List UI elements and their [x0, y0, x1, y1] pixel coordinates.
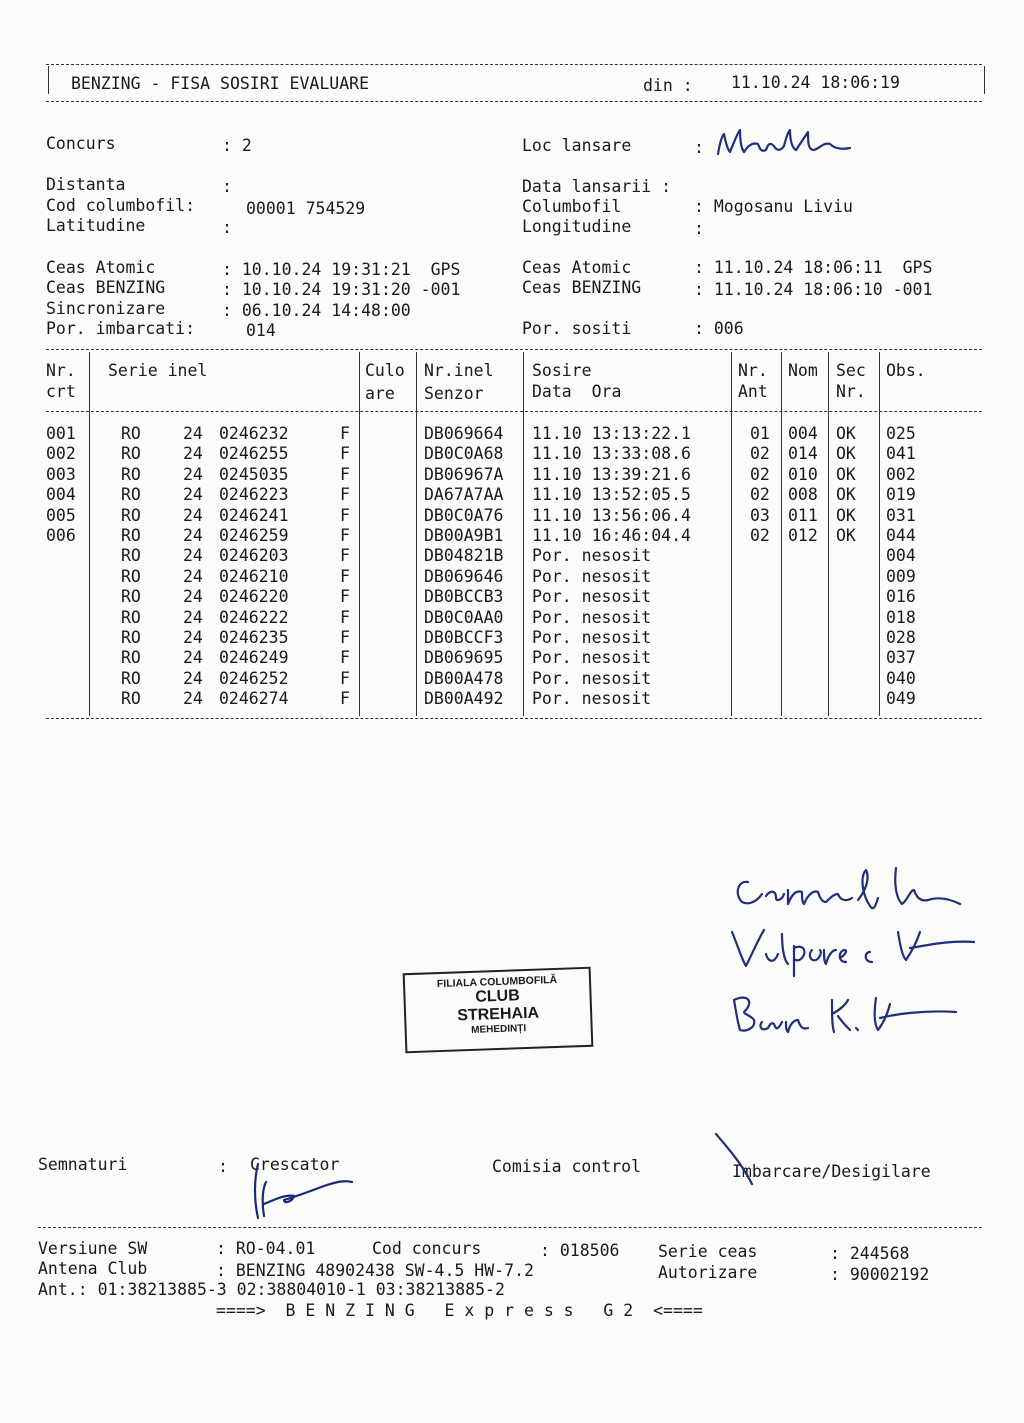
col-header-nr-crt-2: crt [46, 382, 76, 401]
row-country: RO [121, 424, 141, 443]
row-year: 24 [183, 424, 203, 443]
col-header-sosire: Sosire [532, 361, 592, 380]
versiune-sw-label: Versiune SW [38, 1239, 148, 1258]
row-nr-crt: 001 [46, 424, 76, 443]
row-nr-crt: 003 [46, 464, 76, 484]
row-nom: 004 [788, 424, 818, 443]
row-sex: F [340, 668, 350, 688]
row-sensor-ring: DA67A7AA [424, 485, 504, 505]
header-timestamp: 11.10.24 18:06:19 [731, 73, 900, 92]
stamp-line-3: STREHAIA [456, 1004, 540, 1025]
table-row [0, 587, 1024, 607]
row-ring-serial: 0246223 [219, 485, 289, 505]
table-row [0, 648, 1024, 668]
crescator-signature [244, 1160, 364, 1222]
row-ring-serial: 0246235 [219, 628, 289, 647]
cod-columbofil-label: Cod columbofil: [46, 196, 196, 215]
row-nom: 008 [788, 485, 818, 505]
row-antenna: 02 [750, 464, 770, 484]
ceas-atomic-end-value: : 11.10.24 18:06:11 GPS [694, 258, 933, 277]
stamp-line-1: FILIALA COLUMBOFILĂ [436, 973, 558, 991]
latitudine-colon: : [222, 218, 232, 237]
row-ring-serial: 0246203 [219, 546, 289, 566]
table-top-rule [46, 349, 982, 350]
row-sex: F [340, 607, 350, 627]
row-obs: 018 [886, 607, 916, 627]
ceas-atomic-start-label: Ceas Atomic [46, 258, 156, 277]
col-header-sec-nr: Nr. [836, 382, 866, 401]
row-ring-serial: 0246210 [219, 566, 289, 586]
row-arrival-time: 11.10 13:13:22.1 [532, 424, 691, 443]
committee-signature-3 [728, 986, 968, 1042]
row-obs: 037 [886, 648, 916, 668]
col-header-nr-ant: Nr. [738, 361, 768, 380]
semnaturi-label: Semnaturi [38, 1155, 128, 1174]
header-left-border [48, 66, 49, 94]
cod-concurs-value: : 018506 [540, 1241, 620, 1260]
table-row [0, 628, 1024, 648]
cod-concurs-label: Cod concurs [372, 1239, 482, 1258]
footer-rule [38, 1227, 982, 1228]
row-ring-serial: 0246222 [219, 607, 289, 627]
latitudine-label: Latitudine [46, 216, 146, 235]
por-sositi-label: Por. sositi [522, 319, 632, 338]
ceas-atomic-start-value: : 10.10.24 19:31:21 GPS [222, 260, 461, 279]
row-antenna: 02 [750, 485, 770, 505]
ceas-benzing-start-value: : 10.10.24 19:31:20 -001 [222, 280, 461, 299]
row-country: RO [121, 464, 141, 484]
row-country: RO [121, 505, 141, 525]
row-obs: 016 [886, 587, 916, 607]
row-sensor-ring: DB00A492 [424, 689, 504, 709]
row-obs: 028 [886, 628, 916, 647]
row-country: RO [121, 485, 141, 505]
row-country: RO [121, 587, 141, 607]
row-sensor-ring: DB00A9B1 [424, 526, 504, 545]
row-arrival-time: 11.10 16:46:04.4 [532, 526, 691, 545]
columbofil-value: : Mogosanu Liviu [694, 197, 853, 216]
row-arrival-time: 11.10 13:56:06.4 [532, 505, 691, 525]
col-header-nr-crt: Nr. [46, 361, 76, 380]
col-header-culoare: Culo [365, 361, 405, 380]
row-ring-serial: 0246255 [219, 444, 289, 464]
distanta-label: Distanta [46, 175, 126, 194]
header-top-border [46, 64, 982, 65]
row-antenna: 01 [750, 424, 770, 443]
antena-club-value: : BENZING 48902438 SW-4.5 HW-7.2 [216, 1261, 534, 1280]
row-sex: F [340, 526, 350, 545]
row-obs: 044 [886, 526, 916, 545]
row-year: 24 [183, 505, 203, 525]
row-antenna: 02 [750, 444, 770, 464]
col-header-culoare-2: are [365, 384, 395, 403]
row-sensor-ring: DB069695 [424, 648, 504, 668]
row-arrival-time: Por. nesosit [532, 587, 652, 607]
row-obs: 019 [886, 485, 916, 505]
row-sex: F [340, 566, 350, 586]
row-sensor-ring: DB069646 [424, 566, 504, 586]
autorizare-value: : 90002192 [830, 1265, 930, 1284]
row-ring-serial: 0246249 [219, 648, 289, 668]
row-year: 24 [183, 587, 203, 607]
ceas-benzing-start-label: Ceas BENZING [46, 278, 166, 297]
row-sensor-ring: DB0C0AA0 [424, 607, 504, 627]
loc-lansare-colon: : [694, 138, 704, 157]
row-sex: F [340, 648, 350, 668]
club-stamp [403, 967, 594, 1054]
col-header-obs: Obs. [886, 361, 926, 380]
row-year: 24 [183, 689, 203, 709]
row-country: RO [121, 546, 141, 566]
table-row [0, 669, 1024, 689]
table-bottom-rule [46, 718, 982, 719]
row-obs: 040 [886, 668, 916, 688]
table-row [0, 689, 1024, 709]
loc-lansare-label: Loc lansare [522, 136, 632, 155]
ceas-atomic-end-label: Ceas Atomic [522, 258, 632, 277]
header-din-label: din : [643, 76, 693, 95]
row-sensor-ring: DB04821B [424, 546, 504, 566]
row-ring-serial: 0246232 [219, 424, 289, 443]
stamp-line-4: MEHEDINȚI [471, 1023, 527, 1036]
col-header-nom: Nom [788, 361, 818, 380]
sincronizare-value: : 06.10.24 14:48:00 [222, 301, 411, 320]
row-year: 24 [183, 648, 203, 668]
row-obs: 002 [886, 464, 916, 484]
committee-signature-1 [730, 860, 970, 920]
row-ring-serial: 0246259 [219, 526, 289, 545]
col-header-nr-inel: Nr.inel [424, 361, 494, 380]
header-bottom-border [46, 101, 982, 102]
ceas-benzing-end-value: : 11.10.24 18:06:10 -001 [694, 280, 933, 299]
row-obs: 009 [886, 566, 916, 586]
col-header-sec: Sec [836, 361, 866, 380]
row-arrival-time: Por. nesosit [532, 566, 652, 586]
row-ring-serial: 0246274 [219, 689, 289, 709]
row-antenna: 02 [750, 526, 770, 545]
cod-columbofil-value: 00001 754529 [246, 199, 366, 218]
row-nr-crt: 005 [46, 505, 76, 525]
row-country: RO [121, 526, 141, 545]
crescator-label: Crescator [250, 1155, 340, 1174]
row-year: 24 [183, 607, 203, 627]
row-sex: F [340, 424, 350, 443]
row-sec: OK [836, 485, 856, 505]
row-year: 24 [183, 464, 203, 484]
row-nom: 014 [788, 444, 818, 464]
table-row [0, 465, 1024, 485]
serie-ceas-label: Serie ceas [658, 1242, 758, 1261]
row-sex: F [340, 587, 350, 607]
ceas-benzing-end-label: Ceas BENZING [522, 278, 642, 297]
table-row [0, 567, 1024, 587]
row-sec: OK [836, 526, 856, 545]
row-sex: F [340, 689, 350, 709]
row-antenna: 03 [750, 505, 770, 525]
row-sex: F [340, 505, 350, 525]
col-header-data-ora: Data Ora [532, 382, 622, 401]
row-nom: 011 [788, 505, 818, 525]
row-year: 24 [183, 546, 203, 566]
longitudine-colon: : [694, 219, 704, 238]
row-country: RO [121, 566, 141, 586]
page-title: BENZING - FISA SOSIRI EVALUARE [71, 74, 370, 93]
row-obs: 041 [886, 444, 916, 464]
row-ring-serial: 0245035 [219, 464, 289, 484]
row-arrival-time: Por. nesosit [532, 668, 652, 688]
row-arrival-time: 11.10 13:39:21.6 [532, 464, 691, 484]
antena-club-label: Antena Club [38, 1259, 148, 1278]
row-nr-crt: 006 [46, 526, 76, 545]
row-arrival-time: 11.10 13:33:08.6 [532, 444, 691, 464]
row-country: RO [121, 668, 141, 688]
row-sec: OK [836, 505, 856, 525]
row-ring-serial: 0246220 [219, 587, 289, 607]
row-year: 24 [183, 668, 203, 688]
concurs-label: Concurs [46, 134, 116, 153]
antenna-list: Ant.: 01:38213885-3 02:38804010-1 03:38213885-2 [38, 1280, 505, 1299]
committee-signature-2 [728, 918, 978, 978]
row-country: RO [121, 648, 141, 668]
row-ring-serial: 0246241 [219, 505, 289, 525]
row-country: RO [121, 444, 141, 464]
loc-lansare-handwriting [714, 124, 864, 164]
row-ring-serial: 0246252 [219, 668, 289, 688]
col-header-senzor: Senzor [424, 384, 484, 403]
row-sex: F [340, 464, 350, 484]
row-arrival-time: 11.10 13:52:05.5 [532, 485, 691, 505]
row-obs: 025 [886, 424, 916, 443]
table-row [0, 526, 1024, 546]
row-arrival-time: Por. nesosit [532, 607, 652, 627]
table-row [0, 608, 1024, 628]
table-row [0, 424, 1024, 444]
row-sec: OK [836, 444, 856, 464]
longitudine-label: Longitudine [522, 217, 632, 236]
columbofil-label: Columbofil [522, 197, 622, 216]
imbarcare-label: Imbarcare/Desigilare [732, 1162, 931, 1181]
versiune-sw-value: : RO-04.01 [216, 1239, 316, 1258]
por-sositi-value: : 006 [694, 319, 744, 338]
serie-ceas-value: : 244568 [830, 1244, 910, 1263]
row-obs: 004 [886, 546, 916, 566]
row-nom: 012 [788, 526, 818, 545]
table-row [0, 444, 1024, 464]
row-sec: OK [836, 424, 856, 443]
row-sec: OK [836, 464, 856, 484]
table-row [0, 546, 1024, 566]
comisia-control-label: Comisia control [492, 1157, 642, 1176]
row-year: 24 [183, 566, 203, 586]
row-sensor-ring: DB0BCCF3 [424, 628, 504, 647]
row-arrival-time: Por. nesosit [532, 648, 652, 668]
row-sensor-ring: DB0C0A68 [424, 444, 504, 464]
row-arrival-time: Por. nesosit [532, 689, 652, 709]
row-country: RO [121, 607, 141, 627]
concurs-value: : 2 [222, 136, 252, 155]
row-sensor-ring: DB069664 [424, 424, 504, 443]
row-sensor-ring: DB06967A [424, 464, 504, 484]
row-sensor-ring: DB0BCCB3 [424, 587, 504, 607]
autorizare-label: Autorizare [658, 1263, 758, 1282]
col-header-ant: Ant [738, 382, 768, 401]
row-nom: 010 [788, 464, 818, 484]
table-row [0, 485, 1024, 505]
por-imbarcati-value: 014 [246, 321, 276, 340]
row-nr-crt: 002 [46, 444, 76, 464]
semnaturi-colon: : [218, 1157, 228, 1176]
row-country: RO [121, 689, 141, 709]
distanta-colon: : [222, 177, 232, 196]
row-year: 24 [183, 628, 203, 647]
row-year: 24 [183, 444, 203, 464]
row-sex: F [340, 546, 350, 566]
row-nr-crt: 004 [46, 485, 76, 505]
row-sex: F [340, 444, 350, 464]
row-year: 24 [183, 485, 203, 505]
row-obs: 049 [886, 689, 916, 709]
row-sensor-ring: DB00A478 [424, 668, 504, 688]
table-row [0, 506, 1024, 526]
row-arrival-time: Por. nesosit [532, 628, 652, 647]
data-lansarii-label: Data lansarii : [522, 177, 672, 196]
imbarcare-strike [712, 1130, 772, 1190]
row-country: RO [121, 628, 141, 647]
sincronizare-label: Sincronizare [46, 299, 166, 318]
row-sex: F [340, 485, 350, 505]
row-arrival-time: Por. nesosit [532, 546, 652, 566]
row-sensor-ring: DB0C0A76 [424, 505, 504, 525]
header-right-border [984, 66, 985, 94]
benzing-brand-line: ====> B E N Z I N G E x p r e s s G 2 <==== [216, 1301, 703, 1320]
por-imbarcati-label: Por. imbarcati: [46, 319, 196, 338]
stamp-line-2: CLUB [475, 987, 521, 1006]
row-year: 24 [183, 526, 203, 545]
col-header-serie-inel: Serie inel [108, 361, 208, 380]
row-obs: 031 [886, 505, 916, 525]
row-sex: F [340, 628, 350, 647]
table-header-rule [46, 411, 982, 412]
